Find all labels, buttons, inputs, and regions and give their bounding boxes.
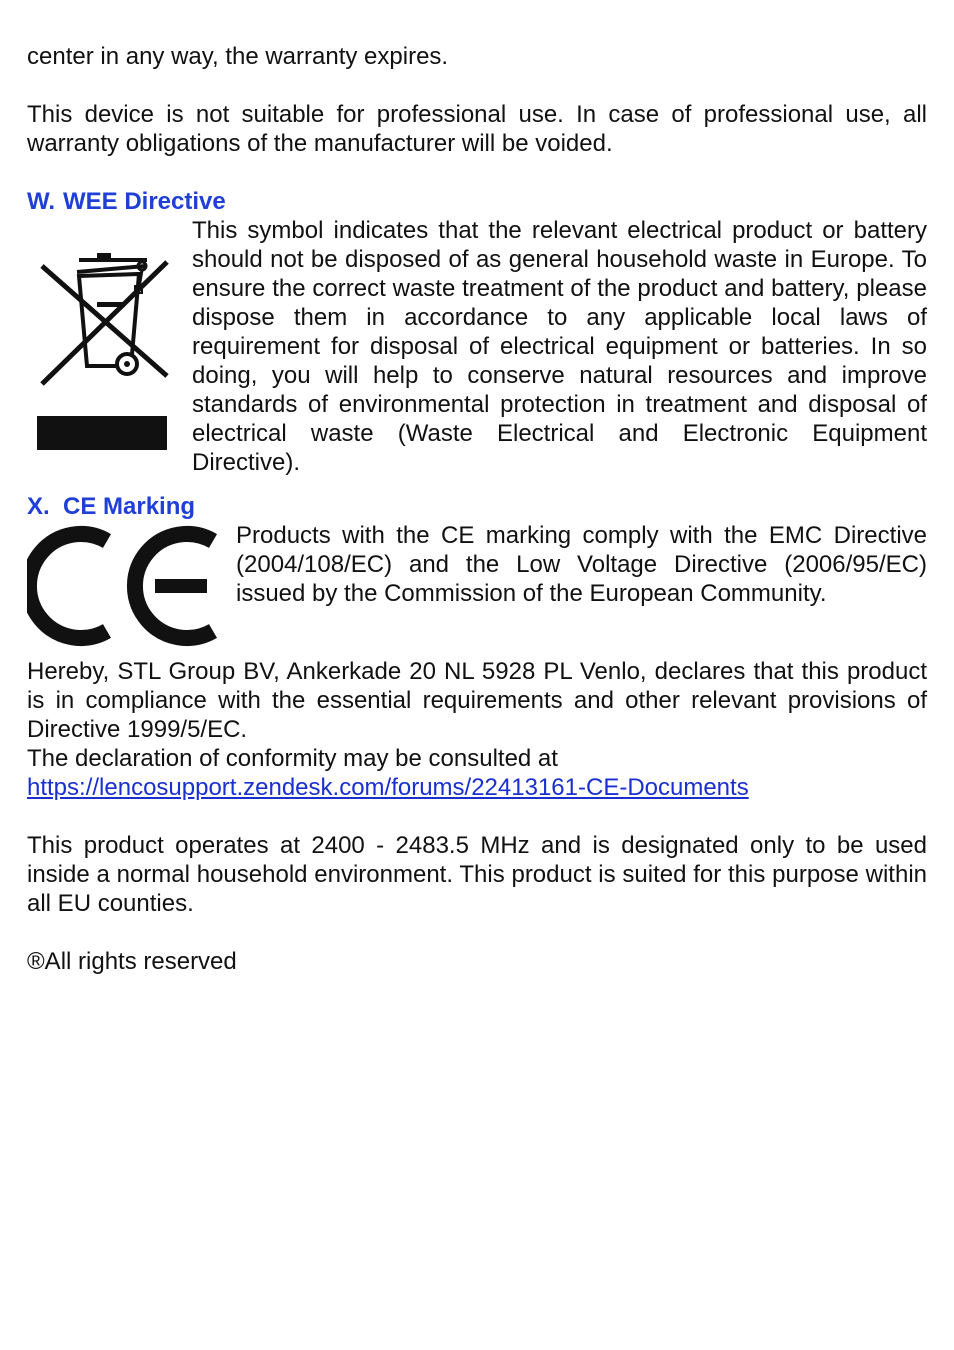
- intro-line: center in any way, the warranty expires.: [27, 43, 449, 70]
- weee-text: This symbol indicates that the relevant electrical product or battery should not be disposed of as general household waste in Europe. To ensure the correct waste treatment of the product and battery, please dispose them in accordance to any applicable local laws of requirement for disposal of electrical equipment or batteries. In so doing, you will help to conserve natural resources and improve standards of environmental protection in treatment and disposal of electrical waste (Waste Electrical and Electronic Equipment Directive).: [192, 217, 927, 476]
- frequency-text: This product operates at 2400 - 2483.5 MHz and is designated only to be used inside a normal household environment. This product is suited for this purpose within all EU counties.: [27, 832, 927, 917]
- declaration-consult: The declaration of conformity may be consulted at: [27, 745, 558, 772]
- ce-text: Products with the CE marking comply with the EMC Directive (2004/108/EC) and the Low Voltage Directive (2006/95/EC) issued by the Commission of the European Community.: [236, 522, 927, 607]
- weee-heading-title: WEE Directive: [63, 188, 226, 215]
- ce-section: [27, 521, 927, 651]
- rights-text: ®All rights reserved: [27, 948, 237, 975]
- weee-heading-number: W.: [27, 188, 55, 215]
- crossed-out-bin-icon: [27, 216, 177, 456]
- ce-documents-link[interactable]: https://lencosupport.zendesk.com/forums/22413161-CE-Documents: [27, 774, 749, 801]
- declaration-text: Hereby, STL Group BV, Ankerkade 20 NL 5928 PL Venlo, declares that this product is in compliance with the essential requirements and other relevant provisions of Directive 1999/5/EC.: [27, 658, 927, 743]
- ce-heading: [27, 492, 927, 521]
- ce-heading-number: X.: [27, 493, 50, 520]
- ce-heading-title: CE Marking: [63, 493, 196, 520]
- weee-heading: [27, 187, 927, 216]
- document-page: [27, 42, 927, 976]
- weee-section: [27, 216, 927, 477]
- ce-mark-icon: [27, 521, 222, 651]
- professional-use-paragraph: This device is not suitable for professional use. In case of professional use, all warranty obligations of the manufacturer will be voided.: [27, 101, 927, 157]
